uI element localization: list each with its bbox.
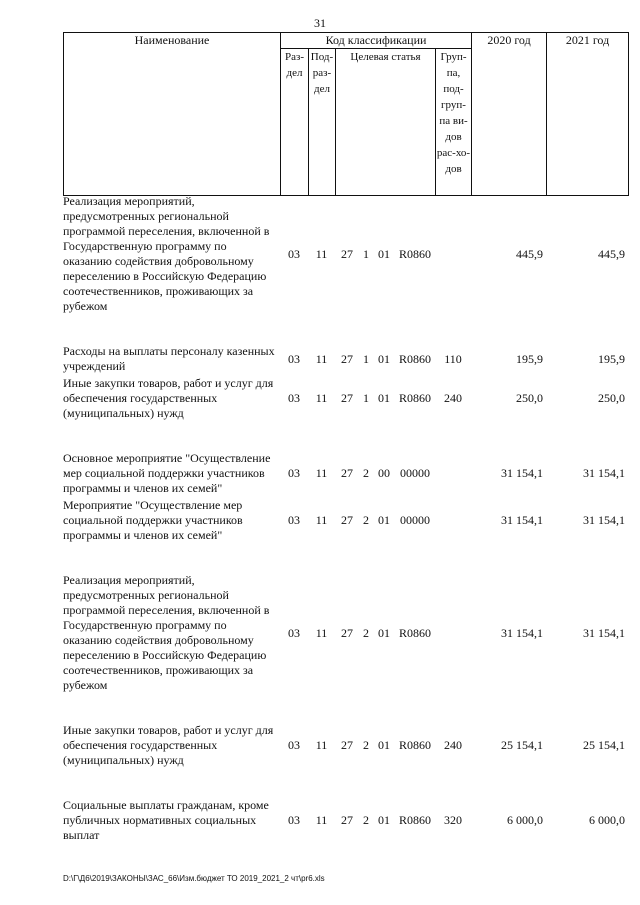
row-target-code: R0860	[398, 391, 431, 405]
row-target-subprogram: 1	[363, 351, 369, 366]
header-year-2021: 2021 год	[547, 33, 629, 196]
page-number: 31	[314, 16, 326, 30]
row-target-subprogram: 1	[363, 391, 369, 405]
row-value-2021: 250,0	[598, 391, 625, 405]
row-target-code: R0860	[398, 625, 431, 640]
row-name: Реализация мероприятий, предусмотренных региональной программой переселения, включенной в Государственную программу по оказанию содействия добровольному переселению в Российскую Федерацию соотечественников, проживающих за рубежом	[63, 573, 270, 692]
row-value-2020: 250,0	[516, 391, 543, 405]
row-expense-group	[435, 451, 471, 498]
row-target-subprogram: 2	[363, 513, 369, 527]
row-value-2020: 31 154,1	[501, 625, 543, 640]
row-name: Мероприятие "Осуществление мер социальной поддержки участников программы и членов их семей"	[63, 498, 243, 542]
header-code: Код классификации	[281, 33, 472, 49]
row-value-2020: 445,9	[516, 246, 543, 261]
row-target-code: R0860	[398, 738, 431, 752]
row-target-code: R0860	[398, 246, 431, 261]
row-target-subprogram: 1	[363, 246, 369, 261]
row-expense-group: 110	[444, 351, 462, 366]
row-podrazdel: 11	[315, 738, 328, 752]
row-target-code: R0860	[398, 813, 431, 827]
row-name: Иные закупки товаров, работ и услуг для обеспечения государственных (муниципальных) нужд	[63, 723, 274, 767]
row-name: Социальные выплаты гражданам, кроме публичных нормативных социальных выплат	[63, 798, 269, 842]
row-name: Основное мероприятие "Осуществление мер социальной поддержки участников программы и членов их семей"	[63, 451, 271, 495]
table-row	[63, 798, 628, 873]
row-podrazdel: 11	[315, 246, 328, 261]
row-target-code: R0860	[398, 351, 431, 366]
row-target-subprogram: 2	[363, 738, 369, 752]
row-value-2020: 31 154,1	[501, 466, 543, 480]
table-row	[63, 498, 628, 573]
header-group: Груп-па, под-груп-па ви-дов рас-хо-дов	[436, 49, 472, 196]
budget-table	[63, 194, 628, 873]
table-row	[63, 344, 628, 376]
row-podrazdel: 11	[315, 466, 328, 480]
row-expense-group: 240	[444, 738, 462, 752]
row-value-2021: 25 154,1	[583, 738, 625, 752]
table-row	[63, 451, 628, 498]
row-target-program: 27	[341, 466, 353, 480]
row-target-event: 01	[378, 351, 390, 366]
table-row	[63, 573, 628, 723]
row-value-2021: 31 154,1	[583, 625, 625, 640]
row-value-2021: 6 000,0	[589, 813, 625, 827]
row-target-event: 01	[378, 625, 390, 640]
row-razdel: 03	[288, 391, 300, 405]
row-razdel: 03	[288, 513, 300, 527]
table-row	[63, 194, 628, 344]
row-target-event: 01	[378, 813, 390, 827]
row-razdel: 03	[288, 351, 300, 366]
row-expense-group	[435, 194, 471, 344]
header-target: Целевая статья	[336, 49, 436, 196]
header-name: Наименование	[64, 33, 281, 196]
row-podrazdel: 11	[315, 391, 328, 405]
row-razdel: 03	[288, 625, 300, 640]
row-razdel: 03	[288, 246, 300, 261]
row-name: Расходы на выплаты персоналу казенных учреждений	[63, 344, 275, 373]
row-razdel: 03	[288, 466, 300, 480]
row-expense-group: 240	[444, 391, 462, 405]
row-value-2020: 6 000,0	[507, 813, 543, 827]
row-target-event: 01	[378, 738, 390, 752]
row-target-program: 27	[341, 625, 353, 640]
header-razdel: Раз-дел	[281, 49, 309, 196]
row-value-2020: 25 154,1	[501, 738, 543, 752]
row-podrazdel: 11	[315, 351, 328, 366]
file-path: D:\Г\Д6\2019\ЗАКОНЫ\ЗАС_66\Изм.бюджет ТО 2019_2021_2 чт\pr6.xls	[63, 874, 325, 883]
row-value-2020: 195,9	[516, 351, 543, 366]
header-podrazdel: Под-раз-дел	[309, 49, 336, 196]
row-expense-group	[435, 573, 471, 723]
row-target-code: 00000	[400, 513, 430, 527]
row-value-2020: 31 154,1	[501, 513, 543, 527]
row-target-program: 27	[341, 813, 353, 827]
row-value-2021: 445,9	[598, 246, 625, 261]
row-value-2021: 31 154,1	[583, 466, 625, 480]
row-target-subprogram: 2	[363, 813, 369, 827]
row-target-subprogram: 2	[363, 466, 369, 480]
row-target-program: 27	[341, 246, 353, 261]
row-name: Иные закупки товаров, работ и услуг для обеспечения государственных (муниципальных) нужд	[63, 376, 274, 420]
row-podrazdel: 11	[315, 625, 328, 640]
row-value-2021: 31 154,1	[583, 513, 625, 527]
table-row	[63, 723, 628, 798]
row-target-event: 00	[378, 466, 390, 480]
row-value-2021: 195,9	[598, 351, 625, 366]
row-target-program: 27	[341, 351, 353, 366]
row-target-event: 01	[378, 391, 390, 405]
row-razdel: 03	[288, 813, 300, 827]
row-target-program: 27	[341, 391, 353, 405]
row-target-code: 00000	[400, 466, 430, 480]
row-name: Реализация мероприятий, предусмотренных региональной программой переселения, включенной в Государственную программу по оказанию содействия добровольному переселению в Российскую Федерацию соотечественников, проживающих за рубежом	[63, 194, 270, 313]
row-target-event: 01	[378, 513, 390, 527]
table-row	[63, 376, 628, 451]
row-target-program: 27	[341, 513, 353, 527]
row-expense-group: 320	[444, 813, 462, 827]
row-podrazdel: 11	[315, 813, 328, 827]
row-expense-group	[435, 498, 471, 573]
row-target-subprogram: 2	[363, 625, 369, 640]
row-target-program: 27	[341, 738, 353, 752]
table-header	[63, 32, 629, 196]
row-razdel: 03	[288, 738, 300, 752]
row-podrazdel: 11	[315, 513, 328, 527]
row-target-event: 01	[378, 246, 390, 261]
header-year-2020: 2020 год	[472, 33, 547, 196]
